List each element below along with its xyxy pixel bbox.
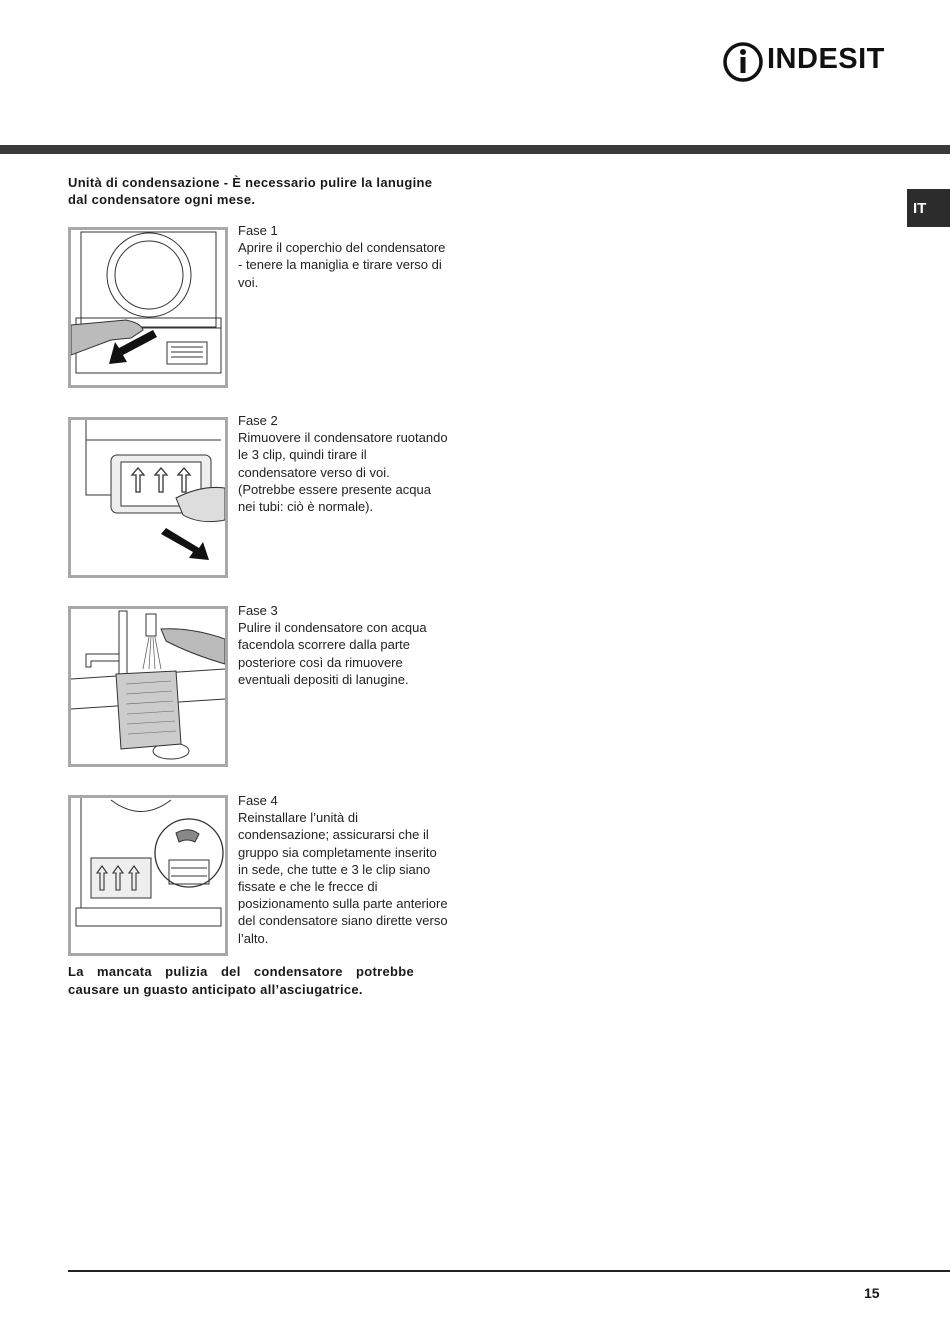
- step-1-description: Aprire il coperchio del condensatore - tenere la maniglia e tirare verso di voi.: [238, 240, 446, 290]
- indesit-logo-icon: [722, 40, 766, 84]
- logo-text: INDESIT: [767, 43, 885, 75]
- open-condenser-cover-icon: [71, 230, 225, 385]
- step-2-text: [238, 412, 448, 515]
- remove-condenser-icon: [71, 420, 225, 575]
- rinse-condenser-icon: [71, 609, 225, 764]
- step-2-illustration: [68, 417, 228, 578]
- page-number: 15: [864, 1285, 880, 1301]
- step-3-title: Fase 3: [238, 603, 278, 618]
- step-2-title: Fase 2: [238, 413, 278, 428]
- step-3-description: Pulire il condensatore con acqua facendola scorrere dalla parte posteriore così da rimuovere eventuali depositi di lanugine.: [238, 620, 427, 687]
- footer-divider: [68, 1270, 950, 1272]
- language-tab: IT: [907, 189, 950, 227]
- reinstall-condenser-icon: [71, 798, 225, 953]
- step-1-illustration: [68, 227, 228, 388]
- step-1-text: [238, 222, 448, 291]
- warning-note: La mancata pulizia del condensatore potrebbe causare un guasto anticipato all’asciugatrice.: [68, 964, 414, 997]
- brand-logo: [722, 40, 887, 84]
- step-1-title: Fase 1: [238, 223, 278, 238]
- step-2-description: Rimuovere il condensatore ruotando le 3 clip, quindi tirare il condensatore verso di voi. (Potrebbe essere presente acqua nei tubi: ciò è normale).: [238, 430, 448, 515]
- section-heading: Unità di condensazione - È necessario pulire la lanugine dal condensatore ogni mese.: [68, 175, 433, 207]
- step-3-text: [238, 602, 448, 688]
- header-bar: [0, 145, 950, 154]
- step-4-illustration: [68, 795, 228, 956]
- step-4-text: [238, 792, 448, 947]
- step-3-illustration: [68, 606, 228, 767]
- step-4-description: Reinstallare l’unità di condensazione; assicurarsi che il gruppo sia completamente inserito in sede, che tutte e 3 le clip siano fissate e che le frecce di posizionamento sulla parte anteriore del condensatore siano dirette verso l’alto.: [238, 810, 448, 946]
- step-4-title: Fase 4: [238, 793, 278, 808]
